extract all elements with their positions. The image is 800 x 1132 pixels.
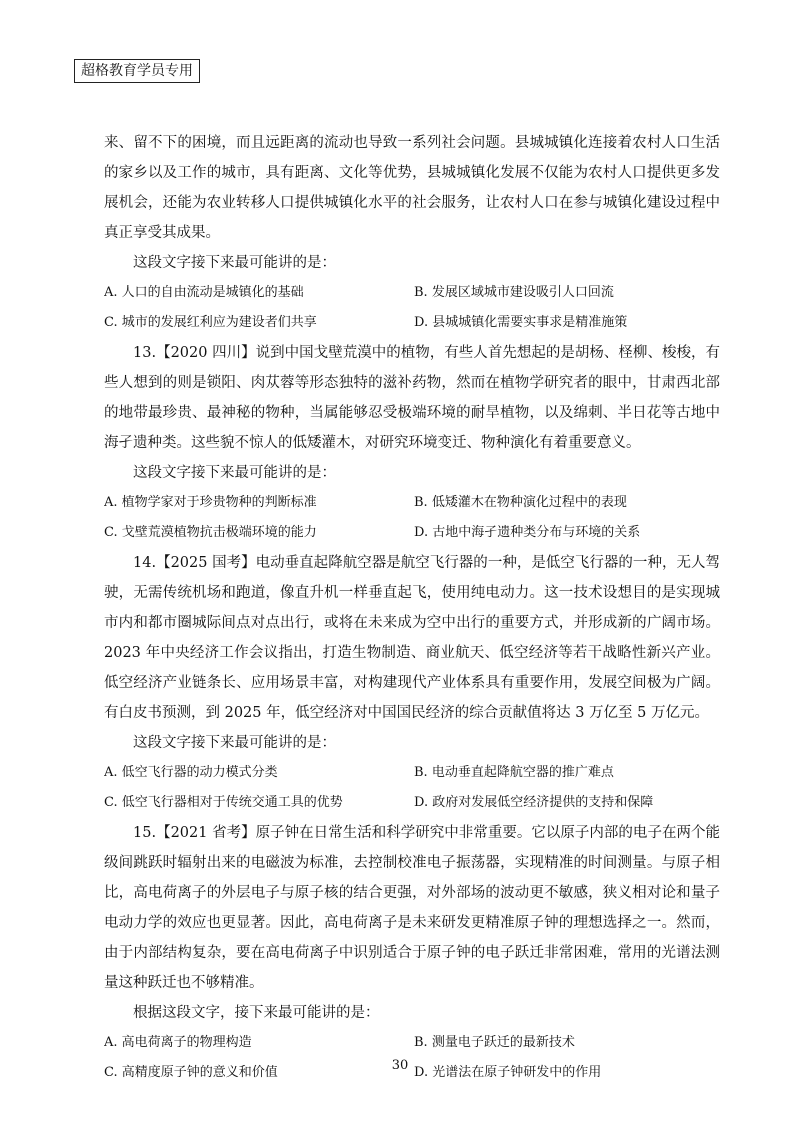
q13-option-b: B. 低矮灌木在物种演化过程中的表现 [414, 495, 627, 510]
q15-option-d: D. 光谱法在原子钟研发中的作用 [414, 1065, 602, 1080]
q14-option-c: C. 低空飞行器相对于传统交通工具的优势 [104, 795, 343, 810]
q12-option-d: D. 县城城镇化需要实事求是精准施策 [414, 315, 628, 330]
q14-options [104, 758, 720, 818]
q13-text: 13.【2020 四川】说到中国戈壁荒漠中的植物，有些人首先想起的是胡杨、柽柳、梭梭，有些人想到的则是锁阳、肉苁蓉等形态独特的滋补药物，然而在植物学研究者的眼中，甘肃西北部的地带最珍贵、最神秘的物种，当属能够忍受极端环境的耐旱植物，以及绵刺、半日花等古地中海孑遗种类。这些貌不惊人的低矮灌木，对研究环境变迁、物种演化有着重要意义。 [104, 345, 720, 451]
q12-option-c: C. 城市的发展红利应为建设者们共享 [104, 315, 317, 330]
header-label: 超格教育学员专用 [74, 59, 200, 83]
q13-option-c: C. 戈壁荒漠植物抗击极端环境的能力 [104, 525, 317, 540]
q12-prompt: 这段文字接下来最可能讲的是： [133, 255, 336, 271]
q13-options [104, 488, 720, 548]
page-number: 30 [391, 1058, 409, 1073]
q14-option-a: A. 低空飞行器的动力模式分类 [104, 765, 278, 780]
q12-option-a: A. 人口的自由流动是城镇化的基础 [104, 285, 304, 300]
q14-text: 14.【2025 国考】电动垂直起降航空器是航空飞行器的一种，是低空飞行器的一种，无人驾驶，无需传统机场和跑道，像直升机一样垂直起飞，使用纯电动力。这一技术设想目的是实现城市内和都市圈城际间点对点出行，或将在未来成为空中出行的重要方式，并形成新的广阔市场。2023 年中央经济工作会议指出，打造生物制造、商业航天、低空经济等若干战略性新兴产业。低空经济产业链条长、应用场景丰富，对构建现代产业体系具有重要作用，发展空间极为广阔。有白皮书预测，到 2025 年，低空经济对中国国民经济的综合贡献值将达 3 万亿至 5 万亿元。 [104, 555, 720, 721]
q15-prompt: 根据这段文字，接下来最可能讲的是： [133, 1005, 380, 1021]
q12-option-b: B. 发展区域城市建设吸引人口回流 [414, 285, 614, 300]
q12-options [104, 278, 720, 338]
page-content [104, 128, 720, 1088]
q14-option-d: D. 政府对发展低空经济提供的支持和保障 [414, 795, 654, 810]
q15-text: 15.【2021 省考】原子钟在日常生活和科学研究中非常重要。它以原子内部的电子在两个能级间跳跃时辐射出来的电磁波为标准，去控制校准电子振荡器，实现精准的时间测量。与原子相比，高电荷离子的外层电子与原子核的结合更强，对外部场的波动更不敏感，狭义相对论和量子电动力学的效应也更显著。因此，高电荷离子是未来研发更精准原子钟的理想选择之一。然而，由于内部结构复杂，要在高电荷离子中识别适合于原子钟的电子跃迁非常困难，常用的光谱法测量这种跃迁也不够精准。 [104, 825, 720, 991]
q14-option-b: B. 电动垂直起降航空器的推广难点 [414, 765, 614, 780]
q13-option-d: D. 古地中海孑遗种类分布与环境的关系 [414, 525, 641, 540]
q15-option-b: B. 测量电子跃迁的最新技术 [414, 1035, 575, 1050]
q14-prompt: 这段文字接下来最可能讲的是： [133, 735, 336, 751]
q13-prompt: 这段文字接下来最可能讲的是： [133, 465, 336, 481]
continuation-paragraph: 来、留不下的困境，而且远距离的流动也导致一系列社会问题。县城城镇化连接着农村人口生活的家乡以及工作的城市，具有距离、文化等优势，县城城镇化发展不仅能为农村人口提供更多发展机会，还能为农业转移人口提供城镇化水平的社会服务，让农村人口在参与城镇化建设过程中真正享受其成果。 [104, 135, 720, 241]
q15-option-c: C. 高精度原子钟的意义和价值 [104, 1065, 278, 1080]
q13-option-a: A. 植物学家对于珍贵物种的判断标准 [104, 495, 317, 510]
q15-option-a: A. 高电荷离子的物理构造 [104, 1035, 252, 1050]
